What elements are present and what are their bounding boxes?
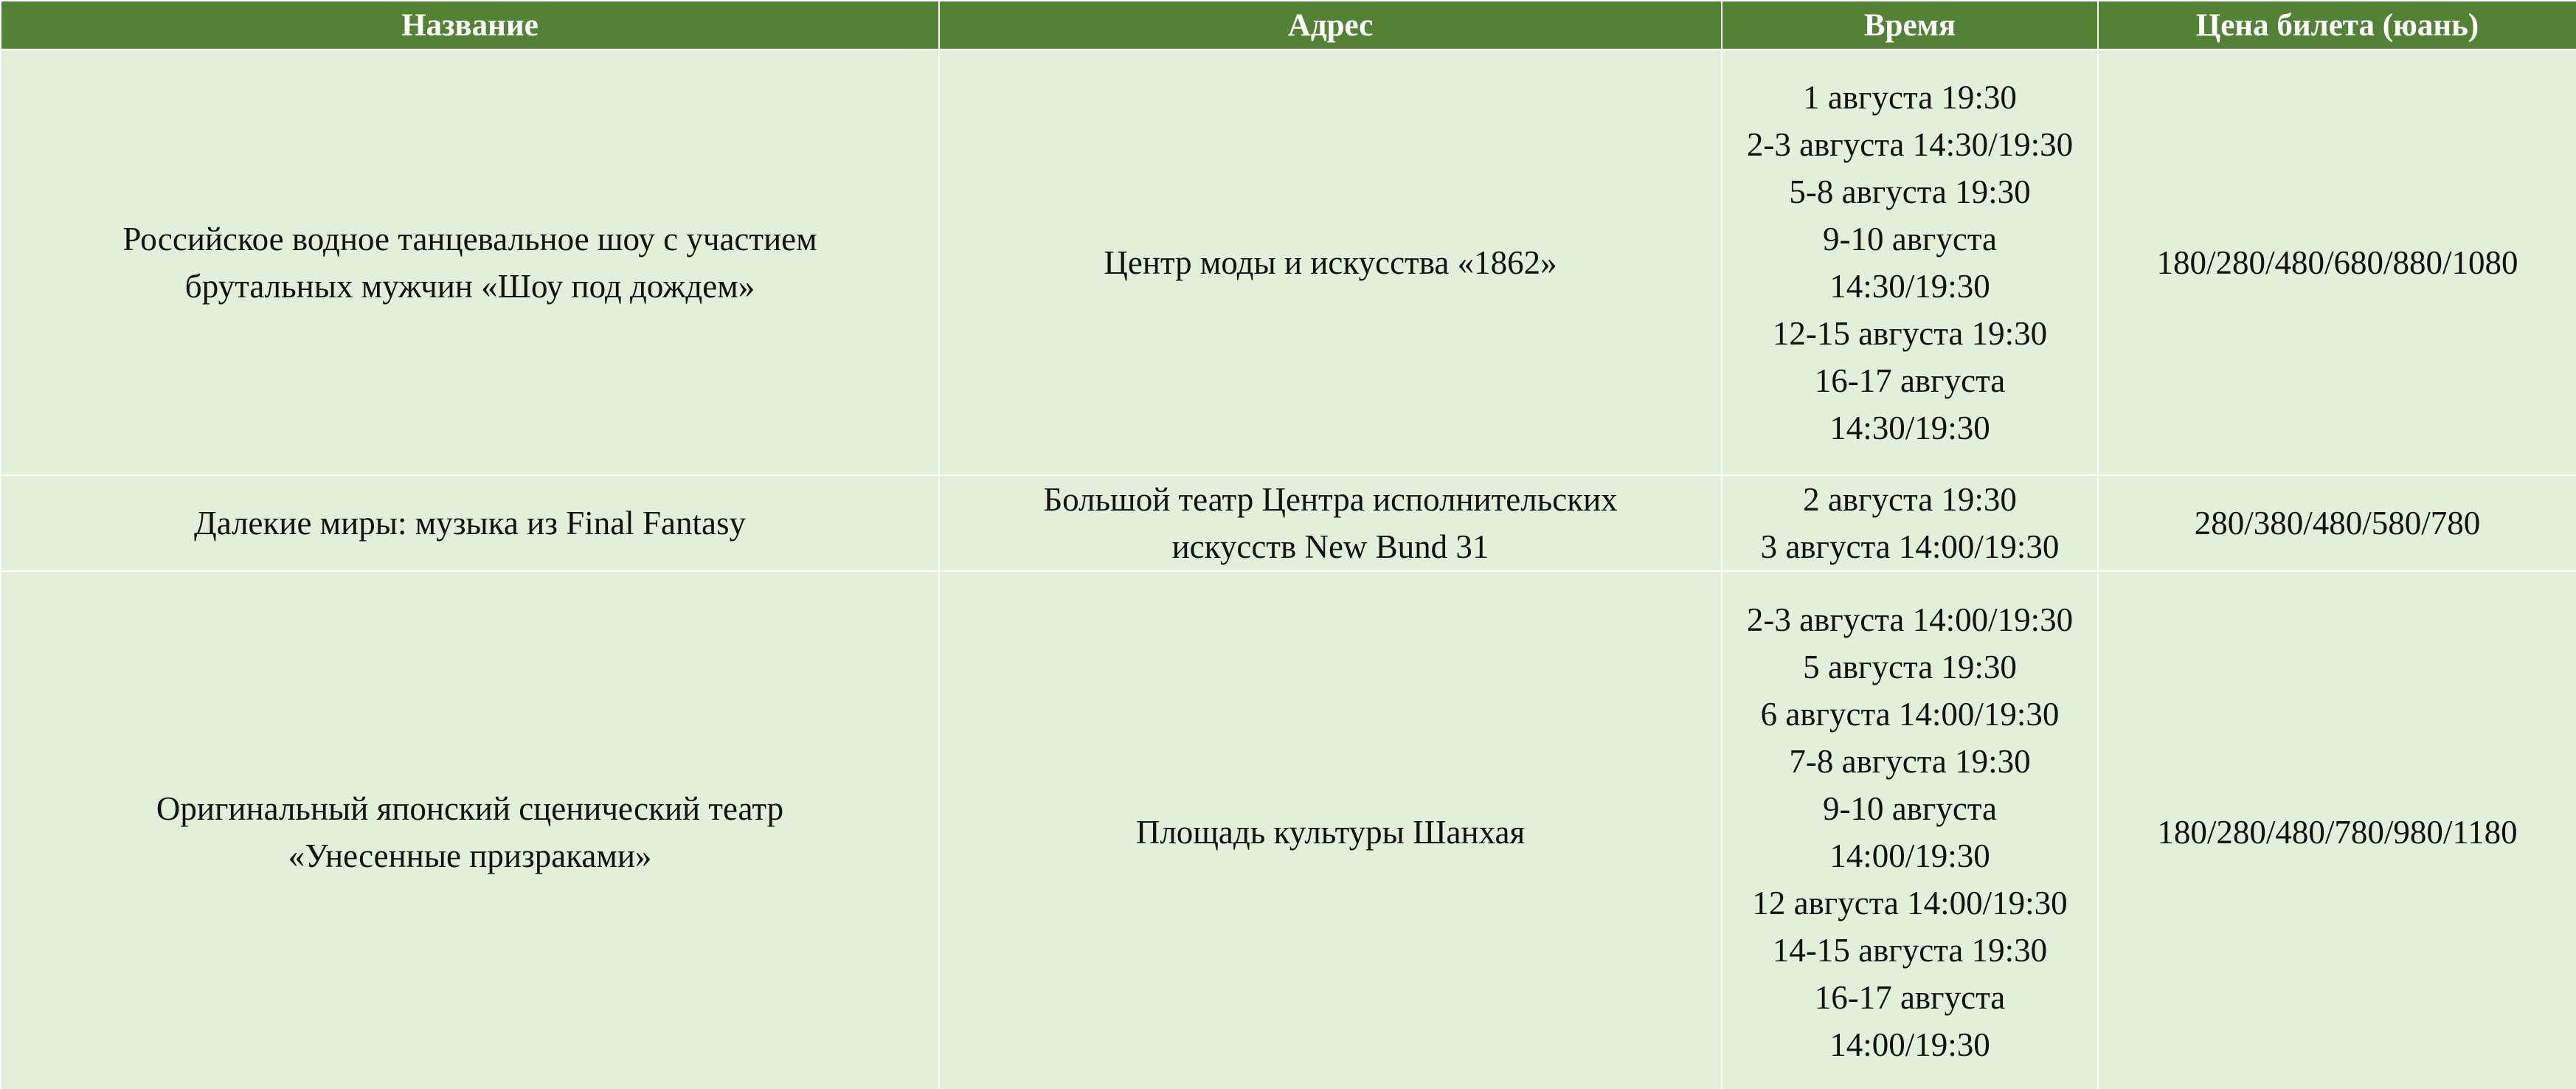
header-address: Адрес [939, 1, 1722, 49]
event-name-line: Оригинальный японский сценический театр [156, 789, 784, 827]
event-name-line: брутальных мужчин «Шоу под дождем» [184, 267, 755, 305]
event-time-line: 3 августа 14:00/19:30 [1760, 528, 2060, 565]
event-time-line: 5-8 августа 19:30 [1789, 173, 2031, 210]
event-name-cell [1, 49, 939, 475]
event-name-line: Российское водное танцевальное шоу с участием [122, 220, 817, 257]
event-time-line: 14:00/19:30 [1829, 837, 1990, 874]
header-time: Время [1722, 1, 2098, 49]
event-time-line: 2-3 августа 14:30/19:30 [1746, 125, 2074, 163]
event-address-cell [939, 571, 1722, 1089]
event-address-cell [939, 49, 1722, 475]
header-price: Цена билета (юань) [2098, 1, 2576, 49]
event-address-line: Центр моды и искусства «1862» [1104, 243, 1557, 281]
event-time-line: 12-15 августа 19:30 [1772, 314, 2048, 352]
event-name-cell [1, 475, 939, 571]
event-address-line: Большой театр Центра исполнительских [1043, 481, 1618, 518]
event-address-cell [939, 475, 1722, 571]
event-time-line: 12 августа 14:00/19:30 [1752, 884, 2068, 922]
event-price-cell: 280/380/480/580/780 [2098, 475, 2576, 571]
event-time-line: 16-17 августа [1814, 362, 2006, 399]
event-price-cell: 180/280/480/780/980/1180 [2098, 571, 2576, 1089]
event-name-line: «Унесенные призраками» [288, 837, 652, 874]
event-address-line: Площадь культуры Шанхая [1135, 813, 1526, 851]
table-row [1, 49, 2576, 475]
event-time-line: 14:00/19:30 [1829, 1026, 1990, 1063]
event-time-cell [1722, 571, 2098, 1089]
table-row [1, 475, 2576, 571]
header-row [1, 1, 2576, 49]
event-name-cell [1, 571, 939, 1089]
event-time-line: 16-17 августа [1814, 978, 2006, 1016]
event-time-line: 14-15 августа 19:30 [1772, 931, 2048, 969]
event-time-cell [1722, 475, 2098, 571]
event-time-line: 2 августа 19:30 [1803, 481, 2017, 518]
event-time-line: 14:30/19:30 [1829, 267, 1990, 305]
event-time-line: 14:30/19:30 [1829, 409, 1990, 446]
event-time-line: 5 августа 19:30 [1803, 648, 2017, 685]
event-price-cell: 180/280/480/680/880/1080 [2098, 49, 2576, 475]
event-time-line: 1 августа 19:30 [1803, 78, 2017, 116]
event-time-line: 6 августа 14:00/19:30 [1760, 695, 2060, 733]
event-time-cell [1722, 49, 2098, 475]
event-time-line: 7-8 августа 19:30 [1789, 742, 2031, 780]
event-time-line: 9-10 августа [1822, 220, 1998, 257]
event-name-line: Далекие миры: музыка из Final Fantasy [194, 505, 746, 542]
table-row [1, 571, 2576, 1089]
event-time-line: 2-3 августа 14:00/19:30 [1746, 601, 2074, 638]
event-address-line: искусств New Bund 31 [1171, 528, 1489, 565]
event-time-line: 9-10 августа [1822, 789, 1998, 827]
header-name: Название [1, 1, 939, 49]
